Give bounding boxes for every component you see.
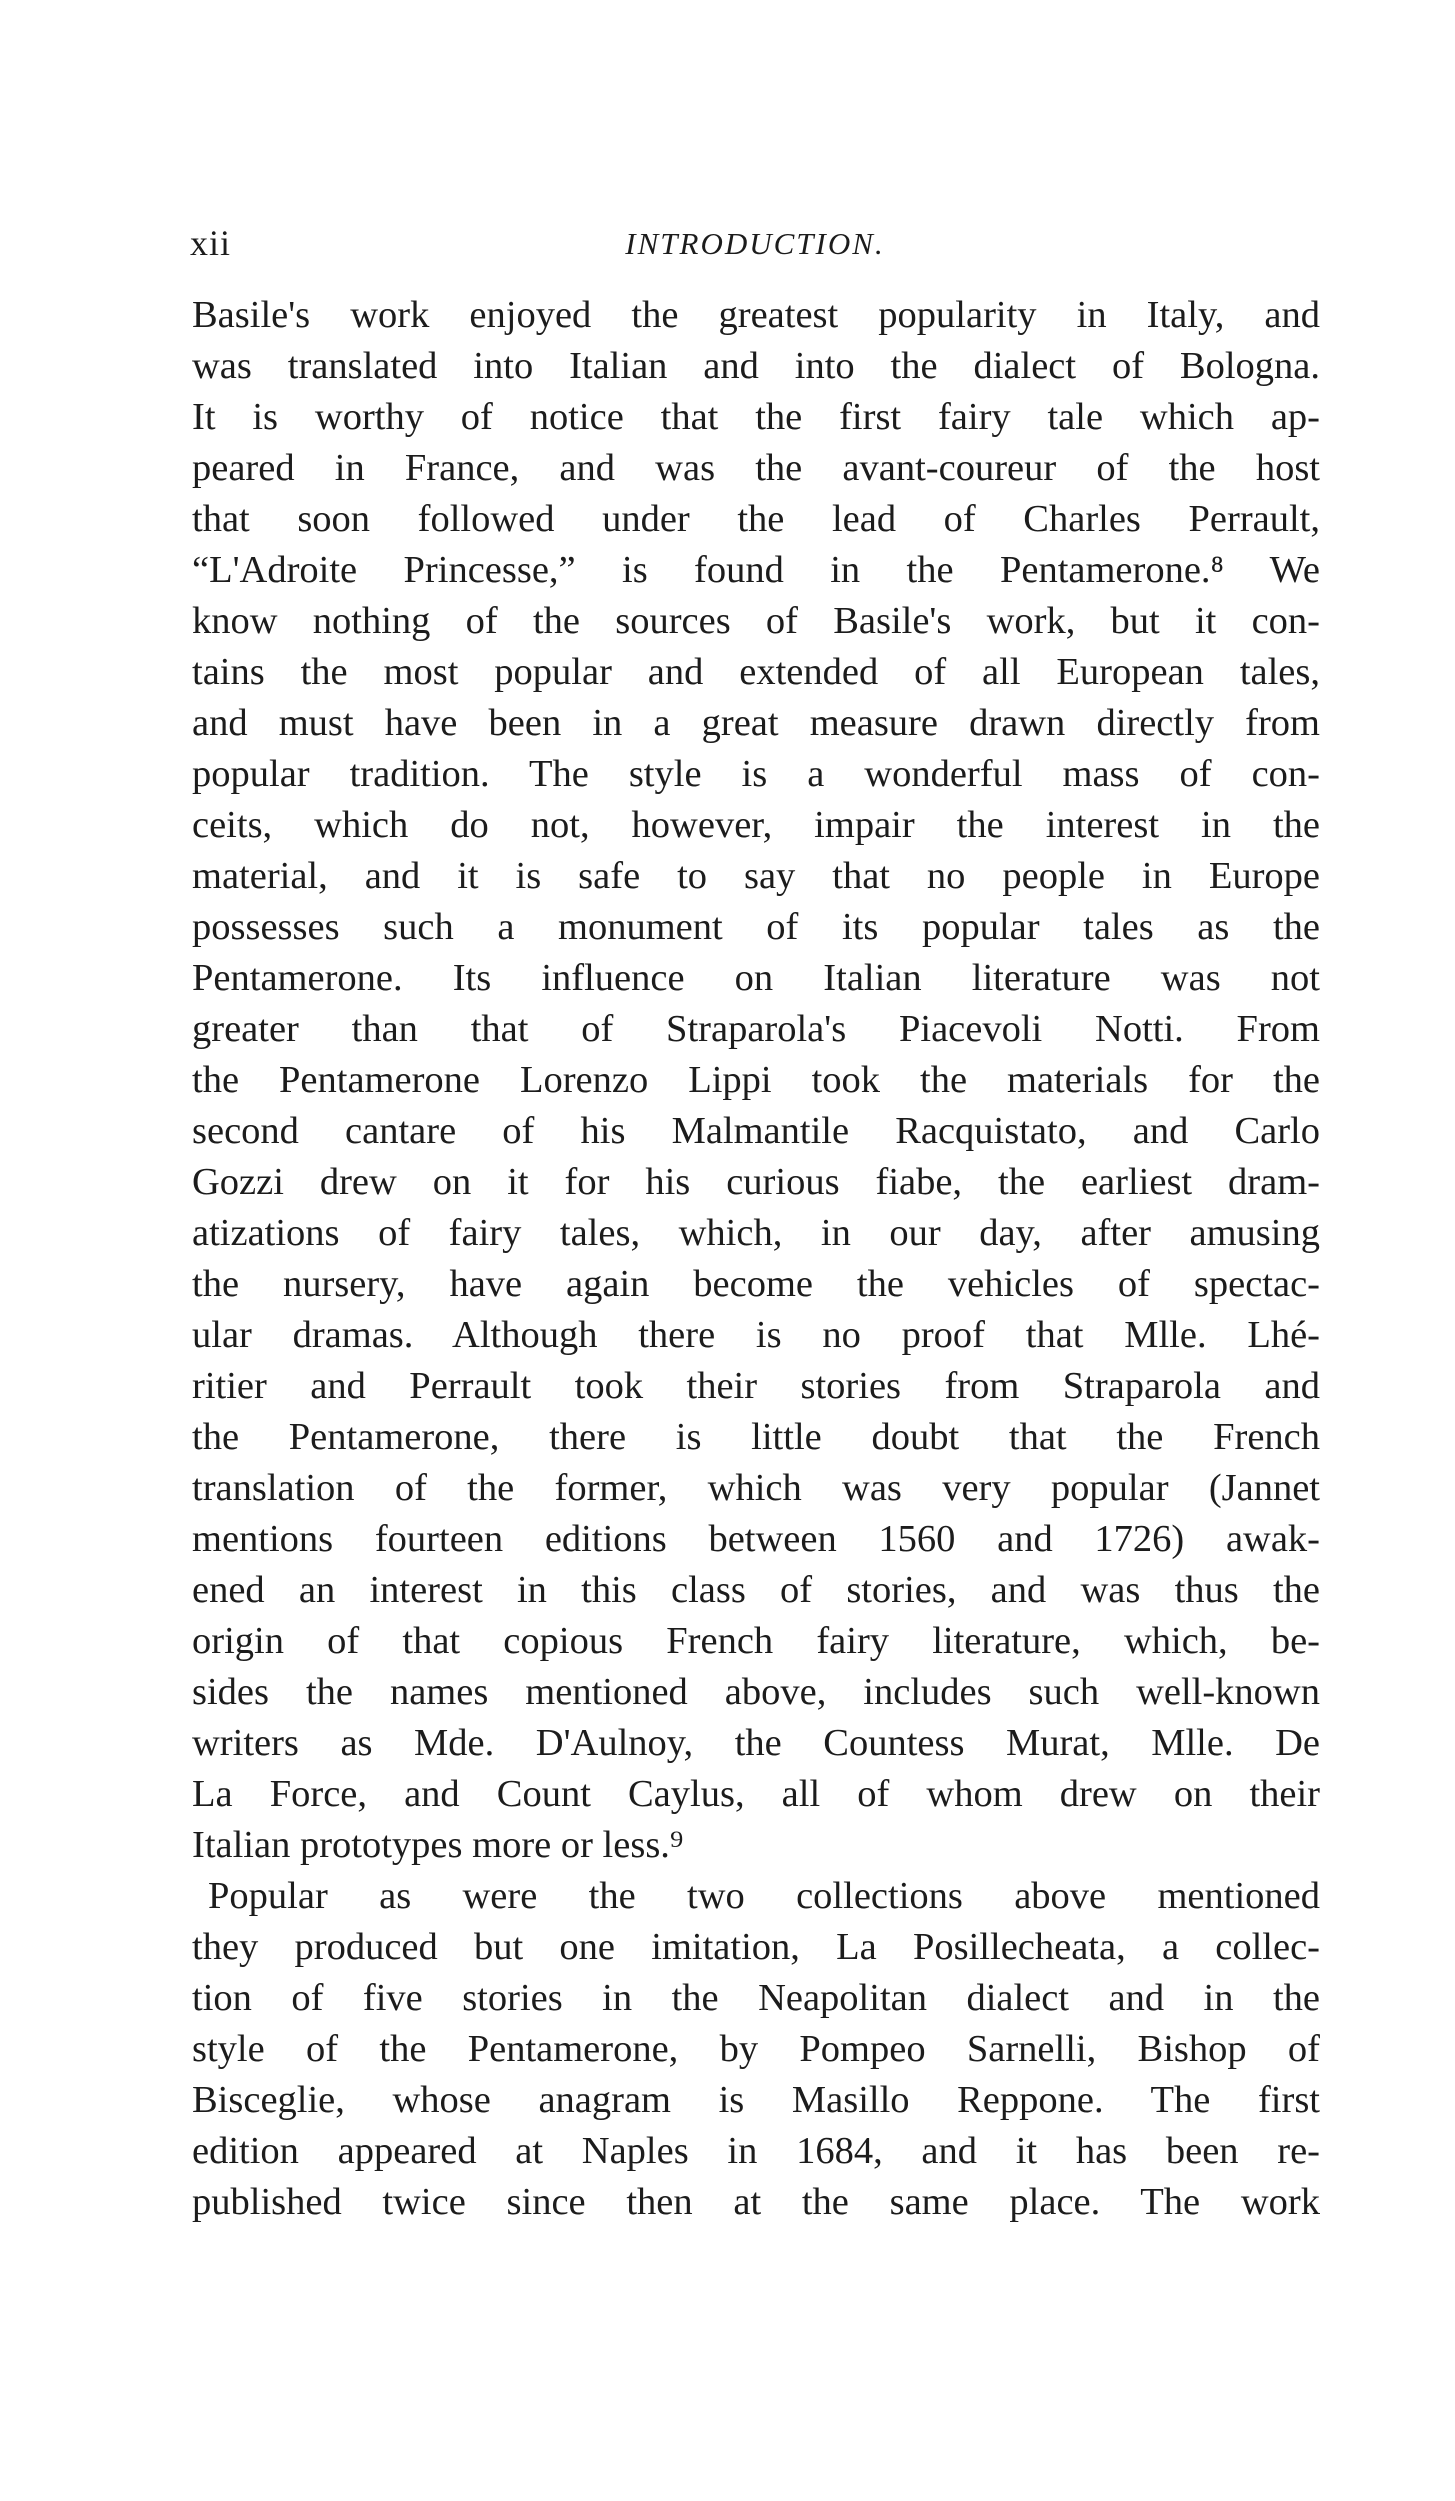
text-line: “L'Adroite Princesse,” is found in the Pentamerone.⁸ We bbox=[192, 549, 1320, 591]
text-line: material, and it is safe to say that no people in Europe bbox=[192, 855, 1320, 897]
running-head bbox=[190, 222, 1320, 272]
paragraph-end-line: Italian prototypes more or less.⁹ bbox=[192, 1824, 684, 1866]
text-line: atizations of fairy tales, which, in our day, after amusing bbox=[192, 1212, 1320, 1254]
text-line: La Force, and Count Caylus, all of whom drew on their bbox=[192, 1773, 1320, 1815]
text-line: ceits, which do not, however, impair the interest in the bbox=[192, 804, 1320, 846]
text-line: writers as Mde. D'Aulnoy, the Countess Murat, Mlle. De bbox=[192, 1722, 1320, 1764]
text-line: tion of five stories in the Neapolitan dialect and in the bbox=[192, 1977, 1320, 2019]
text-line: greater than that of Straparola's Piacevoli Notti. From bbox=[192, 1008, 1320, 1050]
text-line: Basile's work enjoyed the greatest popularity in Italy, and bbox=[192, 294, 1320, 336]
text-line: possesses such a monument of its popular tales as the bbox=[192, 906, 1320, 948]
paragraph-start-line: Popular as were the two collections above mentioned bbox=[208, 1875, 1320, 1917]
text-line: popular tradition. The style is a wonderful mass of con- bbox=[192, 753, 1320, 795]
text-line: second cantare of his Malmantile Racquistato, and Carlo bbox=[192, 1110, 1320, 1152]
text-line: peared in France, and was the avant-coureur of the host bbox=[192, 447, 1320, 489]
text-line: style of the Pentamerone, by Pompeo Sarnelli, Bishop of bbox=[192, 2028, 1320, 2070]
text-line: the Pentamerone, there is little doubt that the French bbox=[192, 1416, 1320, 1458]
text-line: ened an interest in this class of stories, and was thus the bbox=[192, 1569, 1320, 1611]
text-line: know nothing of the sources of Basile's work, but it con- bbox=[192, 600, 1320, 642]
text-line: ular dramas. Although there is no proof that Mlle. Lhé- bbox=[192, 1314, 1320, 1356]
text-line: the nursery, have again become the vehicles of spectac- bbox=[192, 1263, 1320, 1305]
text-line: published twice since then at the same place. The work bbox=[192, 2181, 1320, 2223]
text-line: that soon followed under the lead of Charles Perrault, bbox=[192, 498, 1320, 540]
text-line: Gozzi drew on it for his curious fiabe, the earliest dram- bbox=[192, 1161, 1320, 1203]
text-line: and must have been in a great measure drawn directly from bbox=[192, 702, 1320, 744]
text-line: Pentamerone. Its influence on Italian literature was not bbox=[192, 957, 1320, 999]
text-line: sides the names mentioned above, includes such well-known bbox=[192, 1671, 1320, 1713]
text-line: edition appeared at Naples in 1684, and it has been re- bbox=[192, 2130, 1320, 2172]
page-number: xii bbox=[190, 223, 232, 263]
text-line: translation of the former, which was very popular (Jannet bbox=[192, 1467, 1320, 1509]
page-title: INTRODUCTION. bbox=[625, 226, 885, 261]
text-line: the Pentamerone Lorenzo Lippi took the materials for the bbox=[192, 1059, 1320, 1101]
text-line: origin of that copious French fairy literature, which, be- bbox=[192, 1620, 1320, 1662]
body-text bbox=[192, 290, 1320, 2228]
text-line: was translated into Italian and into the dialect of Bologna. bbox=[192, 345, 1320, 387]
text-line: It is worthy of notice that the first fairy tale which ap- bbox=[192, 396, 1320, 438]
text-line: mentions fourteen editions between 1560 and 1726) awak- bbox=[192, 1518, 1320, 1560]
text-line: tains the most popular and extended of all European tales, bbox=[192, 651, 1320, 693]
text-line: ritier and Perrault took their stories from Straparola and bbox=[192, 1365, 1320, 1407]
text-line: Bisceglie, whose anagram is Masillo Reppone. The first bbox=[192, 2079, 1320, 2121]
text-line: they produced but one imitation, La Posillecheata, a collec- bbox=[192, 1926, 1320, 1968]
